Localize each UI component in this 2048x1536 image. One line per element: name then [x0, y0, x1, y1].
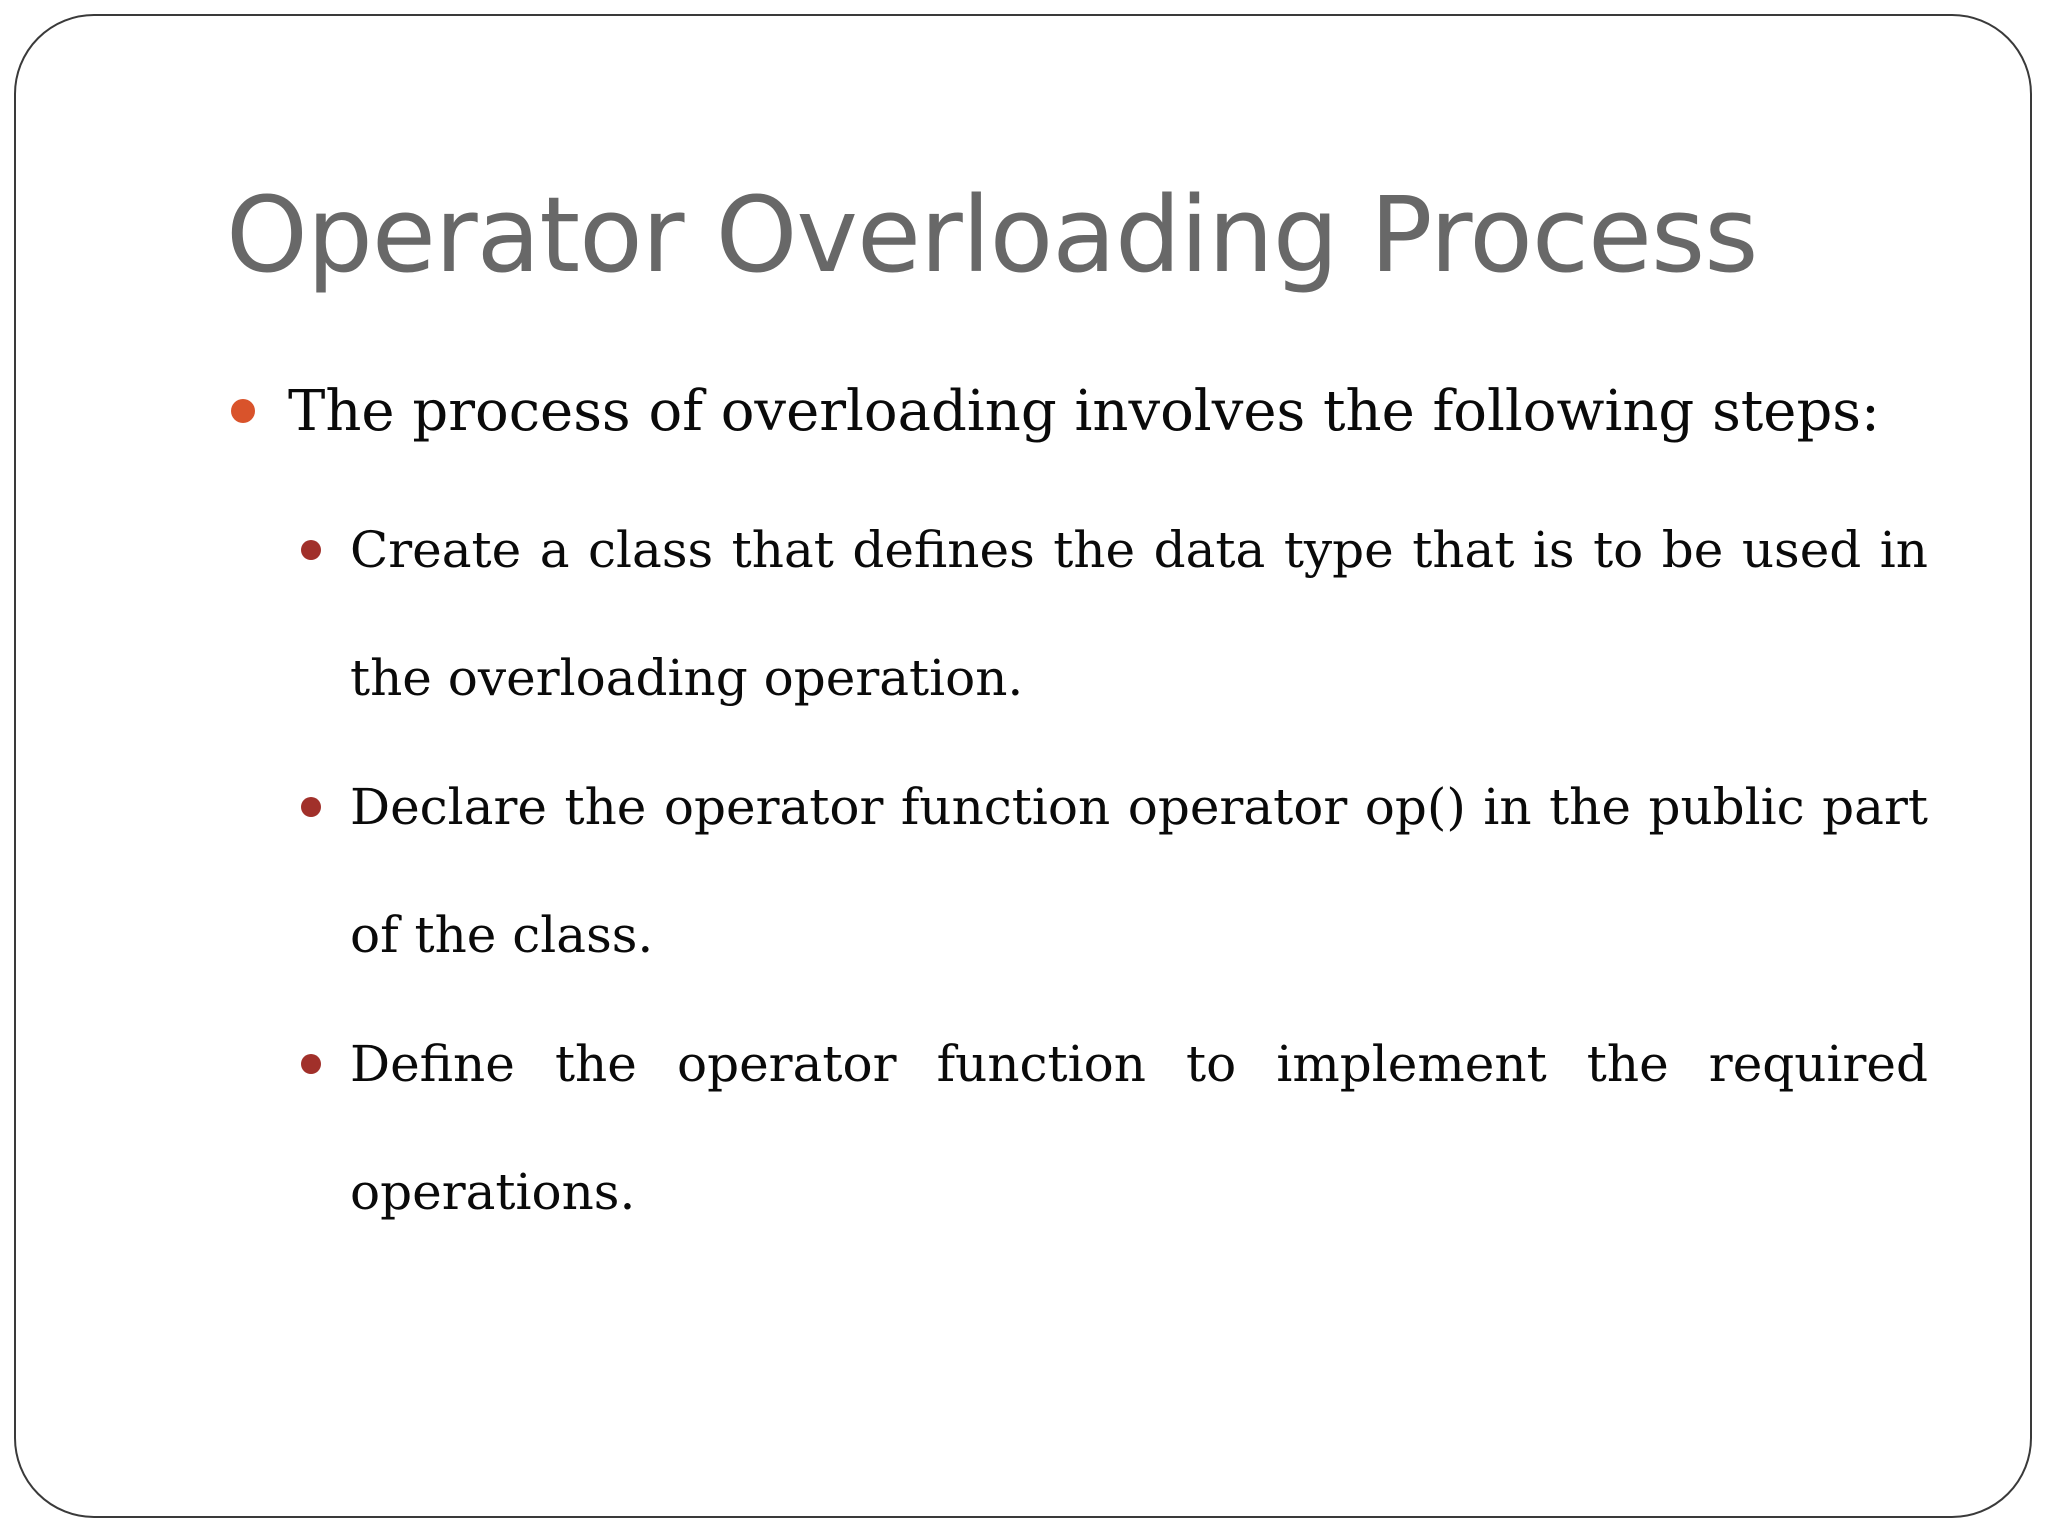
intro-text: The process of overloading involves the following steps: — [288, 379, 1880, 444]
step-item-3: Define the operator function to implement the required operations. — [350, 1035, 1928, 1221]
step-item-1: Create a class that defines the data type that is to be used in the overloading operation. — [350, 521, 1928, 707]
bullet-dot — [301, 1054, 321, 1074]
bullet-dot — [301, 797, 321, 817]
step-item-2: Declare the operator function operator op() in the public part of the class. — [350, 778, 1928, 964]
slide-title: Operator Overloading Process — [226, 174, 1758, 296]
bullet-dot — [231, 399, 255, 423]
bullet-dot — [301, 540, 321, 560]
